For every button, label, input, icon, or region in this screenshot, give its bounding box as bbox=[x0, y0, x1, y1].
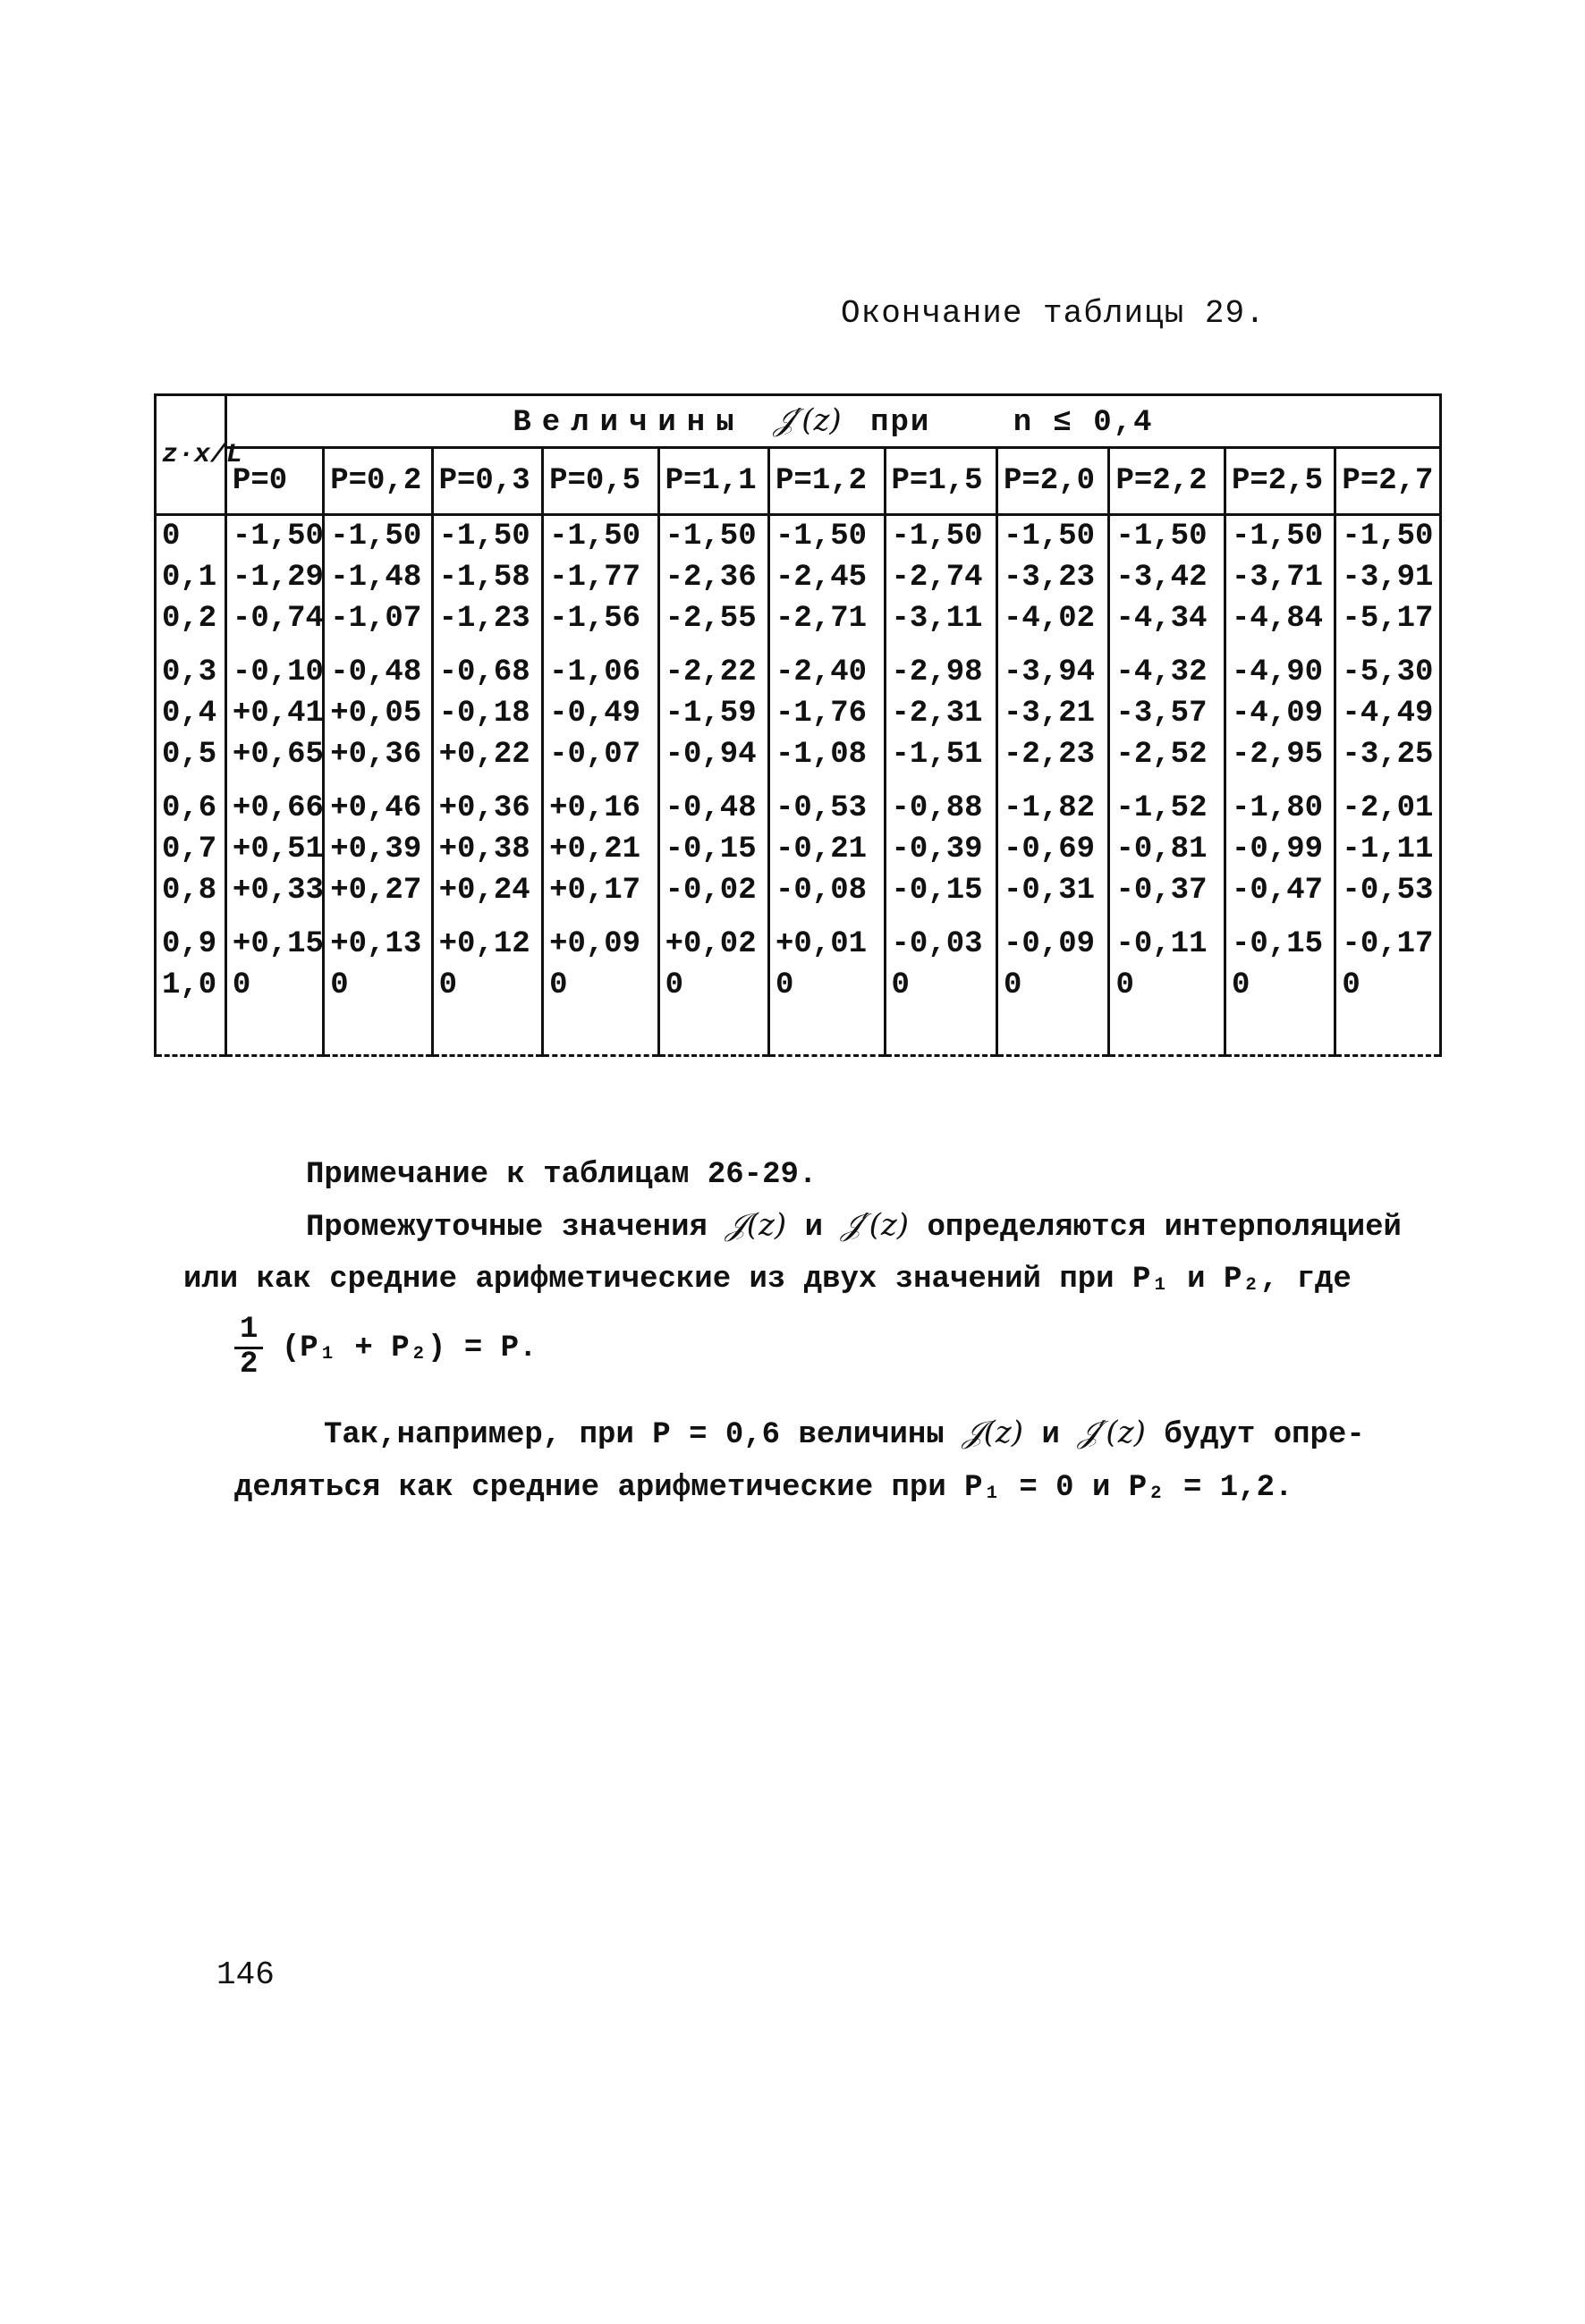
table-bottom-rule bbox=[225, 1051, 323, 1056]
table-cell: -0,03 bbox=[885, 911, 996, 965]
table-cell: -4,09 bbox=[1225, 693, 1335, 734]
table-cell: +0,24 bbox=[432, 870, 542, 911]
row-label: 0,5 bbox=[156, 734, 226, 775]
table-cell: 0 bbox=[885, 965, 996, 1051]
table-cell: -3,71 bbox=[1225, 557, 1335, 598]
table-cell: -5,17 bbox=[1335, 598, 1441, 639]
table-cell: -1,50 bbox=[432, 515, 542, 558]
table-cell: -0,94 bbox=[658, 734, 768, 775]
table-cell: -1,50 bbox=[543, 515, 659, 558]
row-label: 0,2 bbox=[156, 598, 226, 639]
group-header bbox=[225, 395, 1440, 448]
table-cell: -2,55 bbox=[658, 598, 768, 639]
table-cell: -4,32 bbox=[1109, 639, 1225, 693]
table-cell: +0,46 bbox=[324, 775, 432, 829]
table-cell: -0,08 bbox=[769, 870, 886, 911]
note-line-4-end: будут опре- bbox=[1164, 1418, 1365, 1452]
column-header: P=1,2 bbox=[769, 448, 886, 515]
table-cell: -1,50 bbox=[1109, 515, 1225, 558]
group-header-condition: n ≤ 0,4 bbox=[1013, 406, 1154, 440]
table-cell: -0,74 bbox=[225, 598, 323, 639]
table-cell: -1,23 bbox=[432, 598, 542, 639]
table-cell: 0 bbox=[769, 965, 886, 1051]
table-cell: +0,65 bbox=[225, 734, 323, 775]
table-bottom-rule bbox=[769, 1051, 886, 1056]
column-header: P=2,0 bbox=[997, 448, 1109, 515]
table-cell: -2,45 bbox=[769, 557, 886, 598]
table-cell: -0,15 bbox=[1225, 911, 1335, 965]
table-cell: -0,99 bbox=[1225, 829, 1335, 870]
table-row bbox=[156, 829, 1441, 870]
table-cell: -0,68 bbox=[432, 639, 542, 693]
table-bottom-rule bbox=[1335, 1051, 1441, 1056]
table-row bbox=[156, 639, 1441, 693]
table-cell: -2,36 bbox=[658, 557, 768, 598]
table-row bbox=[156, 693, 1441, 734]
table-cell: -2,74 bbox=[885, 557, 996, 598]
note-heading: Примечание к таблицам 26-29. bbox=[306, 1158, 818, 1192]
row-label: 0,7 bbox=[156, 829, 226, 870]
table-cell: 0 bbox=[1335, 965, 1441, 1051]
table-cell: 0 bbox=[997, 965, 1109, 1051]
table-cell: -1,50 bbox=[1335, 515, 1441, 558]
table-cell: +0,51 bbox=[225, 829, 323, 870]
table-cell: 0 bbox=[225, 965, 323, 1051]
table-cell: -0,15 bbox=[658, 829, 768, 870]
table-cell: -0,49 bbox=[543, 693, 659, 734]
column-header: P=0,2 bbox=[324, 448, 432, 515]
table-cell: 0 bbox=[1225, 965, 1335, 1051]
table-cell: -1,77 bbox=[543, 557, 659, 598]
table-cell: +0,66 bbox=[225, 775, 323, 829]
table-cell: -5,30 bbox=[1335, 639, 1441, 693]
table-bottom-rule bbox=[543, 1051, 659, 1056]
table-bottom-rule bbox=[432, 1051, 542, 1056]
table-cell: +0,39 bbox=[324, 829, 432, 870]
table-row bbox=[156, 598, 1441, 639]
table-bottom-rule bbox=[324, 1051, 432, 1056]
table-cell: 0 bbox=[324, 965, 432, 1051]
table-cell: +0,16 bbox=[543, 775, 659, 829]
symbol-f-2: 𝒥(z) bbox=[962, 1415, 1024, 1450]
table-cell: +0,33 bbox=[225, 870, 323, 911]
table-cell: +0,12 bbox=[432, 911, 542, 965]
table-cell: -0,53 bbox=[769, 775, 886, 829]
table-cell: -2,22 bbox=[658, 639, 768, 693]
table-cell: -0,07 bbox=[543, 734, 659, 775]
table-cell: +0,02 bbox=[658, 911, 768, 965]
table-row bbox=[156, 557, 1441, 598]
table-cell: -1,56 bbox=[543, 598, 659, 639]
table-cell: -3,23 bbox=[997, 557, 1109, 598]
table-cell: -0,02 bbox=[658, 870, 768, 911]
row-label: 0,1 bbox=[156, 557, 226, 598]
table-cell: -0,88 bbox=[885, 775, 996, 829]
table-cell: -0,15 bbox=[885, 870, 996, 911]
table-caption: Окончание таблицы 29. bbox=[841, 295, 1266, 332]
table-cell: +0,36 bbox=[432, 775, 542, 829]
table-cell: -1,50 bbox=[1225, 515, 1335, 558]
table-cell: -2,98 bbox=[885, 639, 996, 693]
table-cell: -1,11 bbox=[1335, 829, 1441, 870]
table-cell: -1,50 bbox=[769, 515, 886, 558]
table-cell: -3,21 bbox=[997, 693, 1109, 734]
table-cell: -1,52 bbox=[1109, 775, 1225, 829]
table-cell: -1,29 bbox=[225, 557, 323, 598]
group-header-word: при bbox=[870, 406, 931, 440]
formula-rest: (P₁ + P₂) = P. bbox=[281, 1331, 538, 1366]
table-cell: -4,49 bbox=[1335, 693, 1441, 734]
column-header: P=0 bbox=[225, 448, 323, 515]
row-label: 0 bbox=[156, 515, 226, 558]
table-cell: -2,40 bbox=[769, 639, 886, 693]
table-cell: -1,06 bbox=[543, 639, 659, 693]
note-line-2: или как средние арифметические из двух значений при P₁ и P₂, где bbox=[183, 1263, 1352, 1297]
table-cell: +0,41 bbox=[225, 693, 323, 734]
table-cell: -0,48 bbox=[658, 775, 768, 829]
table-cell: 0 bbox=[543, 965, 659, 1051]
table-cell: -3,25 bbox=[1335, 734, 1441, 775]
table-row bbox=[156, 515, 1441, 558]
row-label: 0,8 bbox=[156, 870, 226, 911]
row-label: 0,6 bbox=[156, 775, 226, 829]
note-formula bbox=[234, 1314, 537, 1381]
table-cell: +0,21 bbox=[543, 829, 659, 870]
table-cell: -4,84 bbox=[1225, 598, 1335, 639]
table-cell: -2,52 bbox=[1109, 734, 1225, 775]
table-cell: -0,69 bbox=[997, 829, 1109, 870]
column-header: P=1,5 bbox=[885, 448, 996, 515]
table-cell: +0,22 bbox=[432, 734, 542, 775]
column-header: P=2,7 bbox=[1335, 448, 1441, 515]
table-cell: -0,39 bbox=[885, 829, 996, 870]
table-bottom-rule bbox=[885, 1051, 996, 1056]
group-header-symbol: 𝒥′(z) bbox=[774, 402, 842, 438]
table-cell: -3,42 bbox=[1109, 557, 1225, 598]
note-line-1-and: и bbox=[804, 1211, 823, 1245]
table-cell: -1,50 bbox=[658, 515, 768, 558]
table-cell: +0,15 bbox=[225, 911, 323, 965]
formula-fraction bbox=[234, 1314, 263, 1381]
table-cell: -1,08 bbox=[769, 734, 886, 775]
note-line-4-start: Так,например, при P = 0,6 величины bbox=[324, 1418, 945, 1452]
table-row bbox=[156, 965, 1441, 1051]
table-cell: -0,17 bbox=[1335, 911, 1441, 965]
table-cell: +0,05 bbox=[324, 693, 432, 734]
table-bottom-rule bbox=[997, 1051, 1109, 1056]
note-line-1-start: Промежуточные значения bbox=[306, 1211, 708, 1245]
table-cell: -0,18 bbox=[432, 693, 542, 734]
table-cell: -1,59 bbox=[658, 693, 768, 734]
table-row bbox=[156, 775, 1441, 829]
table-cell: -1,50 bbox=[885, 515, 996, 558]
table-cell: -2,01 bbox=[1335, 775, 1441, 829]
table-cell: -2,71 bbox=[769, 598, 886, 639]
column-header: P=2,5 bbox=[1225, 448, 1335, 515]
table-cell: -1,50 bbox=[997, 515, 1109, 558]
table-cell: -0,09 bbox=[997, 911, 1109, 965]
group-header-label: Величины bbox=[513, 406, 745, 440]
table-cell: -2,31 bbox=[885, 693, 996, 734]
table-cell: -4,34 bbox=[1109, 598, 1225, 639]
symbol-f-prime: 𝒥′(z) bbox=[841, 1207, 910, 1243]
table-cell: -1,76 bbox=[769, 693, 886, 734]
table-cell: -3,11 bbox=[885, 598, 996, 639]
table-cell: -3,94 bbox=[997, 639, 1109, 693]
symbol-f: 𝒥(z) bbox=[725, 1207, 787, 1243]
table-cell: 0 bbox=[658, 965, 768, 1051]
table-cell: 0 bbox=[1109, 965, 1225, 1051]
table-bottom-rule bbox=[1109, 1051, 1225, 1056]
table-cell: +0,27 bbox=[324, 870, 432, 911]
column-header: P=1,1 bbox=[658, 448, 768, 515]
formula-denominator: 2 bbox=[240, 1347, 259, 1382]
row-label: 0,9 bbox=[156, 911, 226, 965]
table-cell: -3,91 bbox=[1335, 557, 1441, 598]
table-cell: -1,80 bbox=[1225, 775, 1335, 829]
table-row bbox=[156, 734, 1441, 775]
table-cell: -0,37 bbox=[1109, 870, 1225, 911]
table-bottom-rule bbox=[658, 1051, 768, 1056]
page-number: 146 bbox=[216, 1956, 275, 1993]
table-cell: -0,81 bbox=[1109, 829, 1225, 870]
formula-numerator: 1 bbox=[234, 1314, 263, 1349]
row-label: 0,3 bbox=[156, 639, 226, 693]
table-row bbox=[156, 870, 1441, 911]
note-line-4 bbox=[324, 1415, 1365, 1452]
table-bottom-rule bbox=[156, 1051, 226, 1056]
note-line-5: деляться как средние арифметические при P₁ = 0 и P₂ = 1,2. bbox=[234, 1471, 1293, 1505]
symbol-f-prime-2: 𝒥′(z) bbox=[1078, 1415, 1146, 1450]
column-header: P=0,5 bbox=[543, 448, 659, 515]
table-cell: -1,48 bbox=[324, 557, 432, 598]
table-cell: -2,95 bbox=[1225, 734, 1335, 775]
table-cell: +0,36 bbox=[324, 734, 432, 775]
table-cell: -0,10 bbox=[225, 639, 323, 693]
table-cell: -0,11 bbox=[1109, 911, 1225, 965]
table-cell: -1,50 bbox=[324, 515, 432, 558]
table-cell: -2,23 bbox=[997, 734, 1109, 775]
row-header-z: z·x/L bbox=[156, 395, 226, 515]
table-cell: -1,58 bbox=[432, 557, 542, 598]
table-cell: -1,82 bbox=[997, 775, 1109, 829]
table-cell: -0,31 bbox=[997, 870, 1109, 911]
table-cell: +0,01 bbox=[769, 911, 886, 965]
row-label: 1,0 bbox=[156, 965, 226, 1051]
table-row bbox=[156, 911, 1441, 965]
values-table bbox=[154, 393, 1442, 1057]
table-cell: -1,07 bbox=[324, 598, 432, 639]
note-line-4-and: и bbox=[1041, 1418, 1060, 1452]
table-cell: -4,02 bbox=[997, 598, 1109, 639]
table-cell: 0 bbox=[432, 965, 542, 1051]
table-cell: -1,51 bbox=[885, 734, 996, 775]
table-cell: +0,13 bbox=[324, 911, 432, 965]
table-cell: -0,47 bbox=[1225, 870, 1335, 911]
table-cell: -0,48 bbox=[324, 639, 432, 693]
column-header: P=2,2 bbox=[1109, 448, 1225, 515]
column-header: P=0,3 bbox=[432, 448, 542, 515]
table-cell: +0,09 bbox=[543, 911, 659, 965]
table-bottom-rule bbox=[1225, 1051, 1335, 1056]
table-cell: -0,21 bbox=[769, 829, 886, 870]
table-cell: +0,38 bbox=[432, 829, 542, 870]
table-cell: -1,50 bbox=[225, 515, 323, 558]
row-label: 0,4 bbox=[156, 693, 226, 734]
table-cell: -0,53 bbox=[1335, 870, 1441, 911]
table-cell: -3,57 bbox=[1109, 693, 1225, 734]
table-cell: +0,17 bbox=[543, 870, 659, 911]
note-line-1 bbox=[306, 1207, 1402, 1245]
note-line-1-end: определяются интерполяцией bbox=[927, 1211, 1402, 1245]
table-cell: -4,90 bbox=[1225, 639, 1335, 693]
